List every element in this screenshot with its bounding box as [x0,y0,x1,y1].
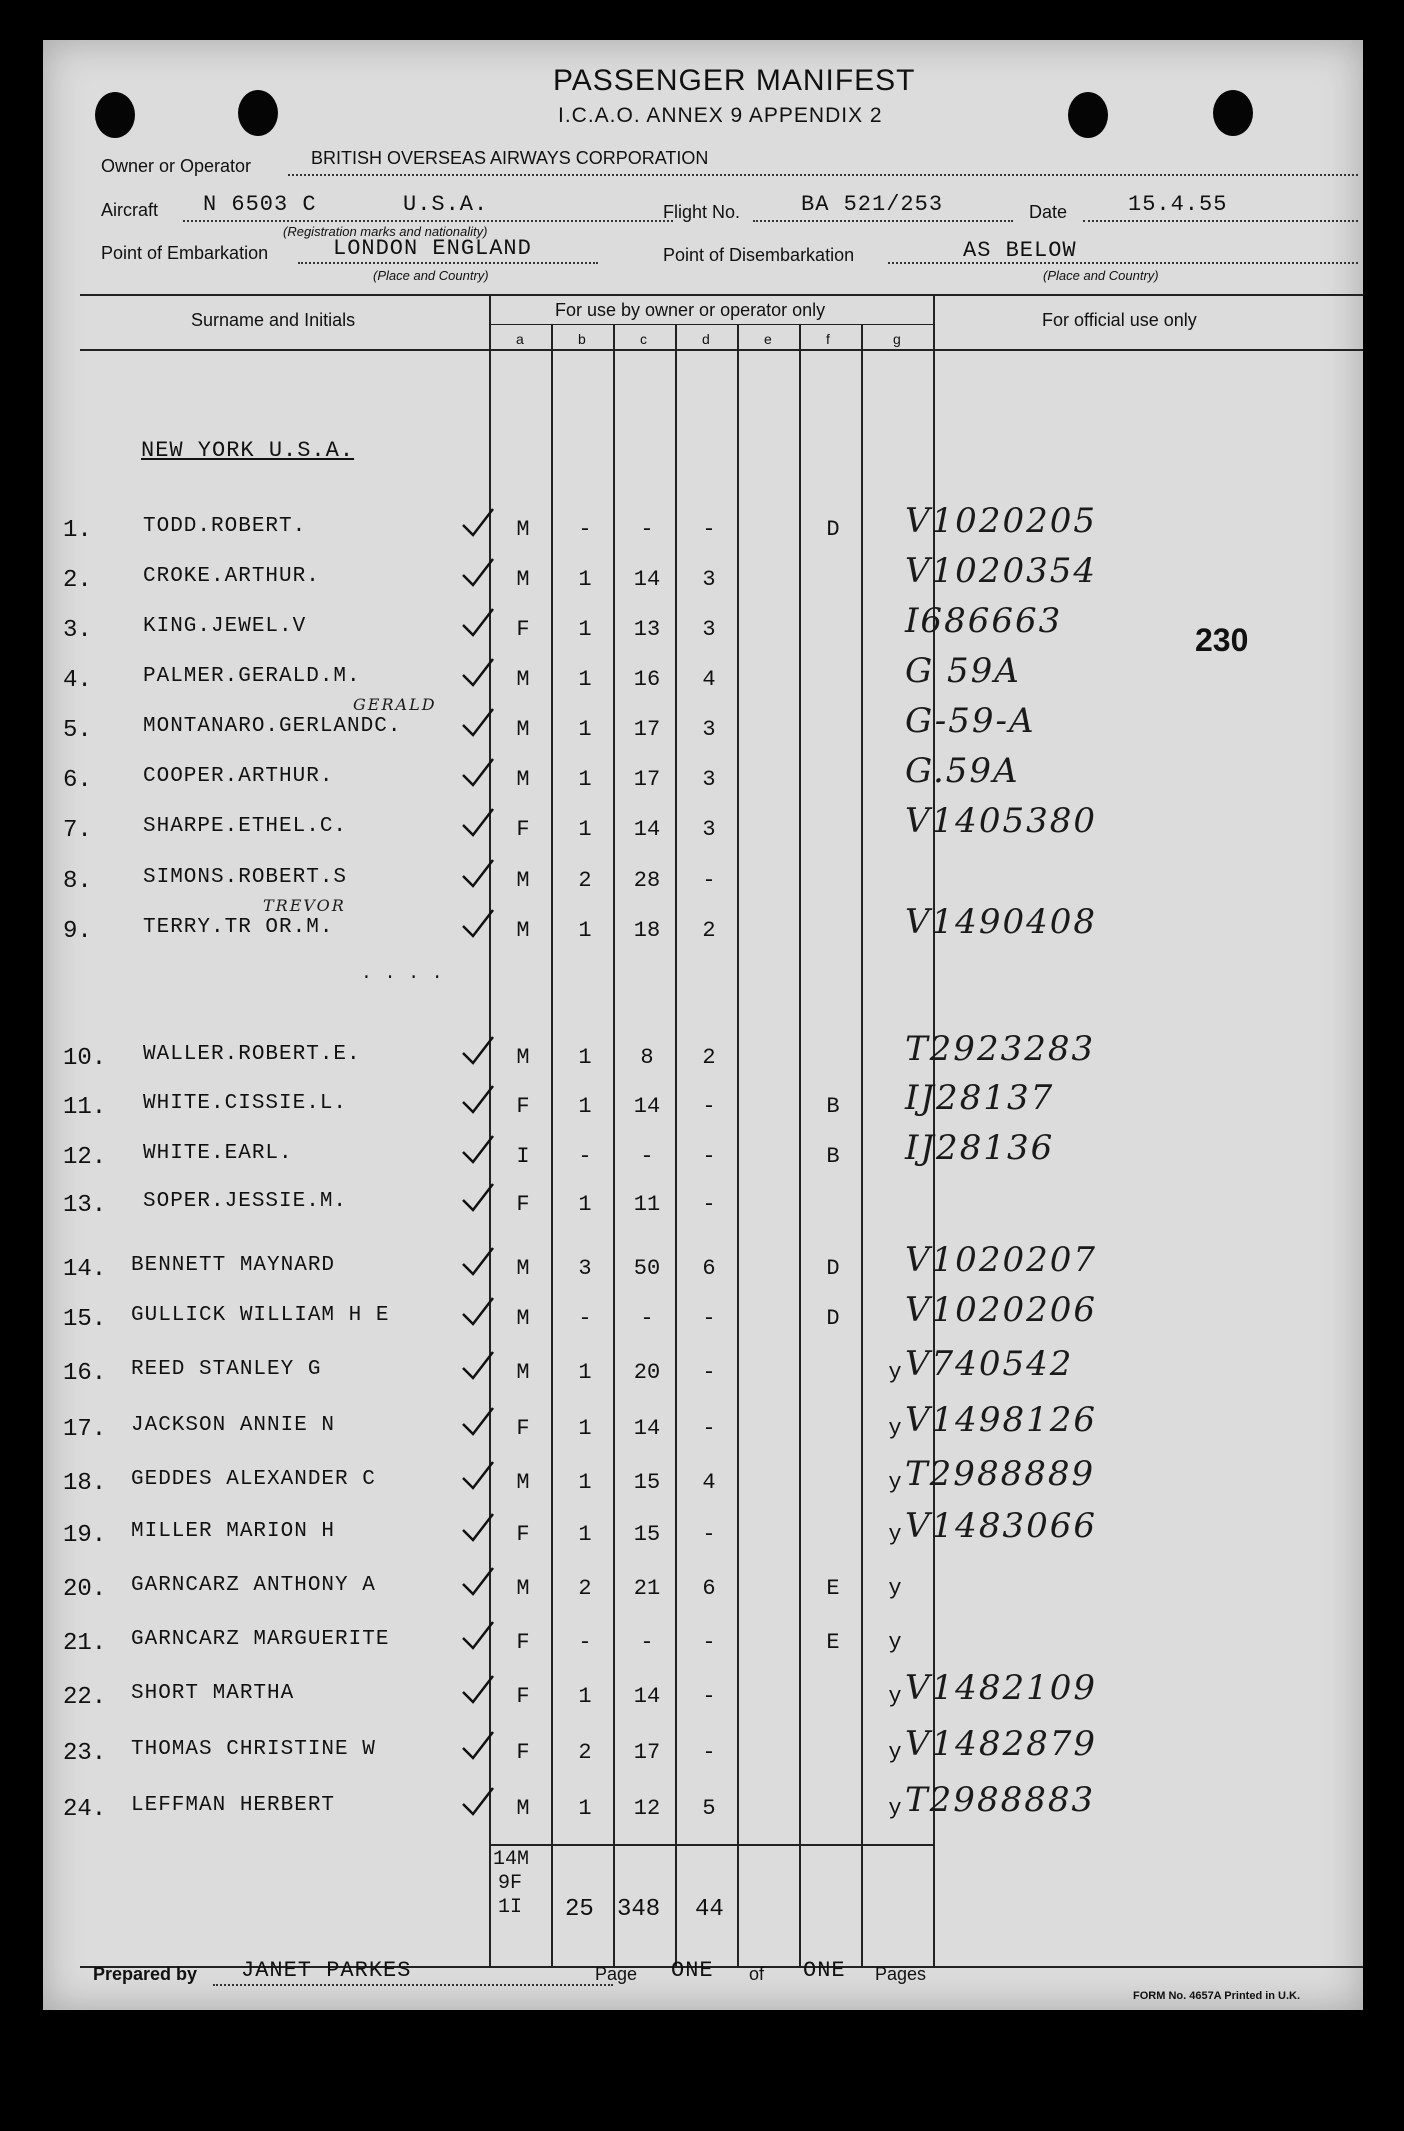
cell-c: - [640,517,654,542]
check-mark-icon [461,1674,495,1704]
cell-d: 3 [702,567,716,592]
embarkation-note: (Place and Country) [373,268,489,283]
cell-b: 1 [578,1045,592,1070]
cell-a: M [516,918,530,943]
cell-a: F [516,1630,530,1655]
col-f-header: f [826,331,830,347]
official-entry: G.59A [905,751,1020,791]
cell-d: - [702,1094,716,1119]
cell-d: 4 [702,1470,716,1495]
cell-g: y [888,1522,902,1547]
cell-f: E [826,1630,840,1655]
check-mark-icon [461,1620,495,1650]
cell-g: y [888,1740,902,1765]
total-male: 14M [493,1848,530,1871]
cell-c: 17 [633,767,661,792]
cell-a: M [516,767,530,792]
stamp-number: 230 [1195,622,1249,658]
cell-b: 1 [578,1094,592,1119]
cell-b: 1 [578,667,592,692]
cell-b: 1 [578,817,592,842]
official-entry: IJ28137 [905,1078,1055,1118]
table-header-rule [80,349,1363,351]
cell-d: 6 [702,1576,716,1601]
check-mark-icon [461,1730,495,1760]
cell-c: 17 [633,1740,661,1765]
form-number: FORM No. 4657A Printed in U.K. [1133,1990,1301,2002]
cell-d: - [702,517,716,542]
official-entry: V1483066 [905,1506,1097,1546]
cell-d: 2 [702,1045,716,1070]
punch-hole [238,90,278,136]
passenger-name: SHORT MARTHA [131,1682,295,1705]
passenger-name: WHITE.EARL. [143,1142,293,1165]
disembarkation-note: (Place and Country) [1043,268,1159,283]
total-d: 44 [695,1896,724,1923]
manifest-sheet [43,40,1363,2010]
official-header: For official use only [1042,310,1197,330]
row-number: 4. [63,667,92,694]
punch-hole [1068,92,1108,138]
row-number: 19. [63,1522,107,1549]
col-b-header: b [578,331,586,347]
check-mark-icon [461,657,495,687]
check-mark-icon [461,507,495,537]
row-number: 8. [63,868,92,895]
cell-a: M [516,1360,530,1385]
row-number: 21. [63,1630,107,1657]
cell-a: F [516,1740,530,1765]
cell-b: 1 [578,717,592,742]
cell-g: y [888,1796,902,1821]
cell-c: 14 [633,1094,661,1119]
row-number: 24. [63,1796,107,1823]
cell-c: - [640,1144,654,1169]
row-number: 2. [63,567,92,594]
cell-b: 2 [578,868,592,893]
passenger-name: MONTANARO.GERLANDC. [143,715,402,738]
col-rule [737,324,739,1968]
cell-d: - [702,1416,716,1441]
cell-c: 14 [633,817,661,842]
check-mark-icon [461,757,495,787]
cell-a: M [516,1470,530,1495]
official-entry: V740542 [905,1344,1074,1384]
cell-g: y [888,1470,902,1495]
check-mark-icon [461,1460,495,1490]
official-entry: G 59A [905,651,1021,691]
row-number: 10. [63,1045,107,1072]
operator-header: For use by owner or operator only [555,300,826,320]
check-mark-icon [461,1406,495,1436]
check-mark-icon [461,1350,495,1380]
owner-value: BRITISH OVERSEAS AIRWAYS CORPORATION [311,148,709,168]
row-number: 6. [63,767,92,794]
cell-b: 1 [578,1522,592,1547]
check-mark-icon [461,858,495,888]
flight-label: Flight No. [663,202,741,222]
cell-c: 50 [633,1256,661,1281]
cell-d: 3 [702,767,716,792]
cell-c: 11 [633,1192,661,1217]
total-b: 25 [565,1896,594,1923]
passenger-name: GARNCARZ MARGUERITE [131,1628,390,1651]
col-rule [675,324,677,1968]
cell-d: - [702,1522,716,1547]
row-number: 11. [63,1094,107,1121]
cell-d: 5 [702,1796,716,1821]
col-c-header: c [640,331,647,347]
cell-b: 1 [578,767,592,792]
cell-f: D [826,1306,840,1331]
official-entry: G-59-A [905,701,1036,741]
official-entry: V1020354 [905,551,1097,591]
cell-c: 20 [633,1360,661,1385]
cell-b: 1 [578,1416,592,1441]
cell-a: F [516,1094,530,1119]
totals-rule [489,1844,933,1846]
passenger-name: WHITE.CISSIE.L. [143,1092,348,1115]
passenger-name: CROKE.ARTHUR. [143,565,320,588]
official-entry: V1020207 [905,1240,1097,1280]
cell-a: M [516,1045,530,1070]
check-mark-icon [461,1035,495,1065]
cell-b: 2 [578,1576,592,1601]
passenger-name: GULLICK WILLIAM H E [131,1304,390,1327]
disembarkation-value: AS BELOW [963,238,1077,263]
cell-a: M [516,667,530,692]
cell-f: B [826,1144,840,1169]
check-mark-icon [461,607,495,637]
cell-c: 28 [633,868,661,893]
cell-a: M [516,1256,530,1281]
check-mark-icon [461,807,495,837]
cell-a: F [516,1684,530,1709]
total-female: 9F [498,1872,523,1895]
col-a-header: a [516,331,524,347]
official-entry: IJ28136 [905,1128,1055,1168]
cell-f: D [826,1256,840,1281]
check-mark-icon [461,1512,495,1542]
official-entry: V1482109 [905,1668,1097,1708]
cell-a: M [516,567,530,592]
cell-d: - [702,1192,716,1217]
punch-hole [1213,90,1253,136]
of-label: of [749,1964,765,1984]
col-rule [861,324,863,1968]
check-mark-icon [461,1084,495,1114]
cell-b: 1 [578,1360,592,1385]
cell-a: M [516,1576,530,1601]
manifest-subtitle: I.C.A.O. ANNEX 9 APPENDIX 2 [558,104,883,127]
cell-b: 1 [578,1684,592,1709]
disembarkation-label: Point of Disembarkation [663,245,855,265]
check-mark-icon [461,557,495,587]
passenger-name: GEDDES ALEXANDER C [131,1468,376,1491]
surname-header: Surname and Initials [191,310,356,330]
row-number: 13. [63,1192,107,1219]
cell-b: - [578,1144,592,1169]
cell-a: M [516,517,530,542]
passenger-name: TODD.ROBERT. [143,515,307,538]
row-number: 7. [63,817,92,844]
cell-d: 6 [702,1256,716,1281]
row-number: 12. [63,1144,107,1171]
cell-g: y [888,1416,902,1441]
row-number: 16. [63,1360,107,1387]
cell-g: y [888,1630,902,1655]
aircraft-registration: N 6503 C [203,192,317,217]
row-number: 23. [63,1740,107,1767]
cell-b: 3 [578,1256,592,1281]
passenger-name: LEFFMAN HERBERT [131,1794,336,1817]
cell-f: B [826,1094,840,1119]
passenger-name: THOMAS CHRISTINE W [131,1738,376,1761]
row-number: 15. [63,1306,107,1333]
official-entry: I686663 [905,601,1063,641]
cell-c: 13 [633,617,661,642]
cell-a: F [516,1192,530,1217]
cell-d: - [702,868,716,893]
cell-b: 1 [578,1796,592,1821]
destination-heading: NEW YORK U.S.A. [141,438,355,463]
cell-d: - [702,1144,716,1169]
cell-b: - [578,1630,592,1655]
cell-d: - [702,1360,716,1385]
cell-a: M [516,1306,530,1331]
row-number: 18. [63,1470,107,1497]
check-mark-icon [461,1296,495,1326]
page-value: ONE [671,1958,714,1983]
registration-note: (Registration marks and nationality) [283,224,488,239]
col-e-header: e [764,331,772,347]
cell-f: E [826,1576,840,1601]
cell-a: M [516,1796,530,1821]
cell-c: - [640,1306,654,1331]
passenger-name: WALLER.ROBERT.E. [143,1043,361,1066]
official-entry: V1020206 [905,1290,1097,1330]
official-entry: V1490408 [905,902,1097,942]
cell-b: 1 [578,1192,592,1217]
official-entry: T2988883 [905,1780,1096,1820]
row-number: 5. [63,717,92,744]
pages-label: Pages [875,1964,927,1984]
owner-label: Owner or Operator [101,156,252,176]
col-rule [613,324,615,1968]
cell-c: - [640,1630,654,1655]
cell-c: 14 [633,567,661,592]
cell-f: D [826,517,840,542]
official-entry: V1482879 [905,1724,1097,1764]
cell-b: - [578,517,592,542]
cell-b: 1 [578,1470,592,1495]
cell-b: 1 [578,567,592,592]
check-mark-icon [461,1786,495,1816]
row-number: 20. [63,1576,107,1603]
date-label: Date [1029,202,1068,222]
cell-a: F [516,1416,530,1441]
cell-d: 4 [702,667,716,692]
cell-d: 3 [702,617,716,642]
row-number: 22. [63,1684,107,1711]
check-mark-icon [461,1246,495,1276]
passenger-name: SIMONS.ROBERT.S [143,866,348,889]
passenger-name: MILLER MARION H [131,1520,336,1543]
cell-a: M [516,868,530,893]
col-rule [799,324,801,1968]
cell-c: 17 [633,717,661,742]
check-mark-icon [461,1134,495,1164]
cell-d: 2 [702,918,716,943]
cell-g: y [888,1360,902,1385]
passenger-name: BENNETT MAYNARD [131,1254,336,1277]
cell-d: 3 [702,817,716,842]
cell-a: F [516,817,530,842]
passenger-name: GARNCARZ ANTHONY A [131,1574,376,1597]
aircraft-nationality: U.S.A. [403,192,489,217]
cell-d: - [702,1684,716,1709]
total-infant: 1I [498,1896,523,1919]
official-entry: V1498126 [905,1400,1097,1440]
official-entry: V1405380 [905,801,1097,841]
col-g-header: g [893,331,901,347]
cell-d: - [702,1630,716,1655]
date-value: 15.4.55 [1128,192,1228,217]
cell-a: I [516,1144,530,1169]
check-mark-icon [461,707,495,737]
aircraft-label: Aircraft [101,200,159,220]
cell-c: 21 [633,1576,661,1601]
embarkation-value: LONDON ENGLAND [333,236,532,261]
row-number: 14. [63,1256,107,1283]
punch-hole [95,92,135,138]
of-value: ONE [803,1958,846,1983]
cell-b: 2 [578,1740,592,1765]
cell-c: 18 [633,918,661,943]
passenger-name: JACKSON ANNIE N [131,1414,336,1437]
passenger-name: SOPER.JESSIE.M. [143,1190,348,1213]
cell-c: 12 [633,1796,661,1821]
cell-d: - [702,1740,716,1765]
cell-a: F [516,617,530,642]
table-top-rule [80,294,1363,296]
cell-c: 15 [633,1522,661,1547]
official-entry: T2923283 [905,1029,1096,1069]
cell-b: 1 [578,617,592,642]
page-label: Page [595,1964,638,1984]
passenger-name: COOPER.ARTHUR. [143,765,334,788]
total-c: 348 [617,1896,661,1923]
cell-g: y [888,1576,902,1601]
row-number: 1. [63,517,92,544]
passenger-name: REED STANLEY G [131,1358,322,1381]
official-entry: T2988889 [905,1454,1096,1494]
passenger-name: KING.JEWEL.V [143,615,307,638]
passenger-name: PALMER.GERALD.M. [143,665,361,688]
cell-c: 15 [633,1470,661,1495]
row-number: 17. [63,1416,107,1443]
cell-d: 3 [702,717,716,742]
cell-c: 14 [633,1416,661,1441]
row-number: 3. [63,617,92,644]
cell-g: y [888,1684,902,1709]
cell-d: - [702,1306,716,1331]
check-mark-icon [461,908,495,938]
handwritten-correction: TREVOR [263,896,346,915]
manifest-title: PASSENGER MANIFEST [553,64,916,97]
col-rule [489,294,491,1968]
embarkation-label: Point of Embarkation [101,243,269,263]
passenger-name: TERRY.TR OR.M. [143,916,334,939]
continuation-dots: . . . . [361,964,444,984]
check-mark-icon [461,1566,495,1596]
prepared-value: JANET PARKES [241,1958,412,1983]
cell-c: 14 [633,1684,661,1709]
cell-b: - [578,1306,592,1331]
check-mark-icon [461,1182,495,1212]
cell-a: M [516,717,530,742]
flight-number: BA 521/253 [801,192,944,217]
col-d-header: d [702,331,710,347]
prepared-label: Prepared by [93,1964,198,1984]
cell-b: 1 [578,918,592,943]
row-number: 9. [63,918,92,945]
col-rule [551,324,553,1968]
handwritten-correction: GERALD [353,695,437,714]
cell-c: 8 [640,1045,654,1070]
passenger-name: SHARPE.ETHEL.C. [143,815,348,838]
cell-c: 16 [633,667,661,692]
official-entry: V1020205 [905,501,1097,541]
cell-a: F [516,1522,530,1547]
